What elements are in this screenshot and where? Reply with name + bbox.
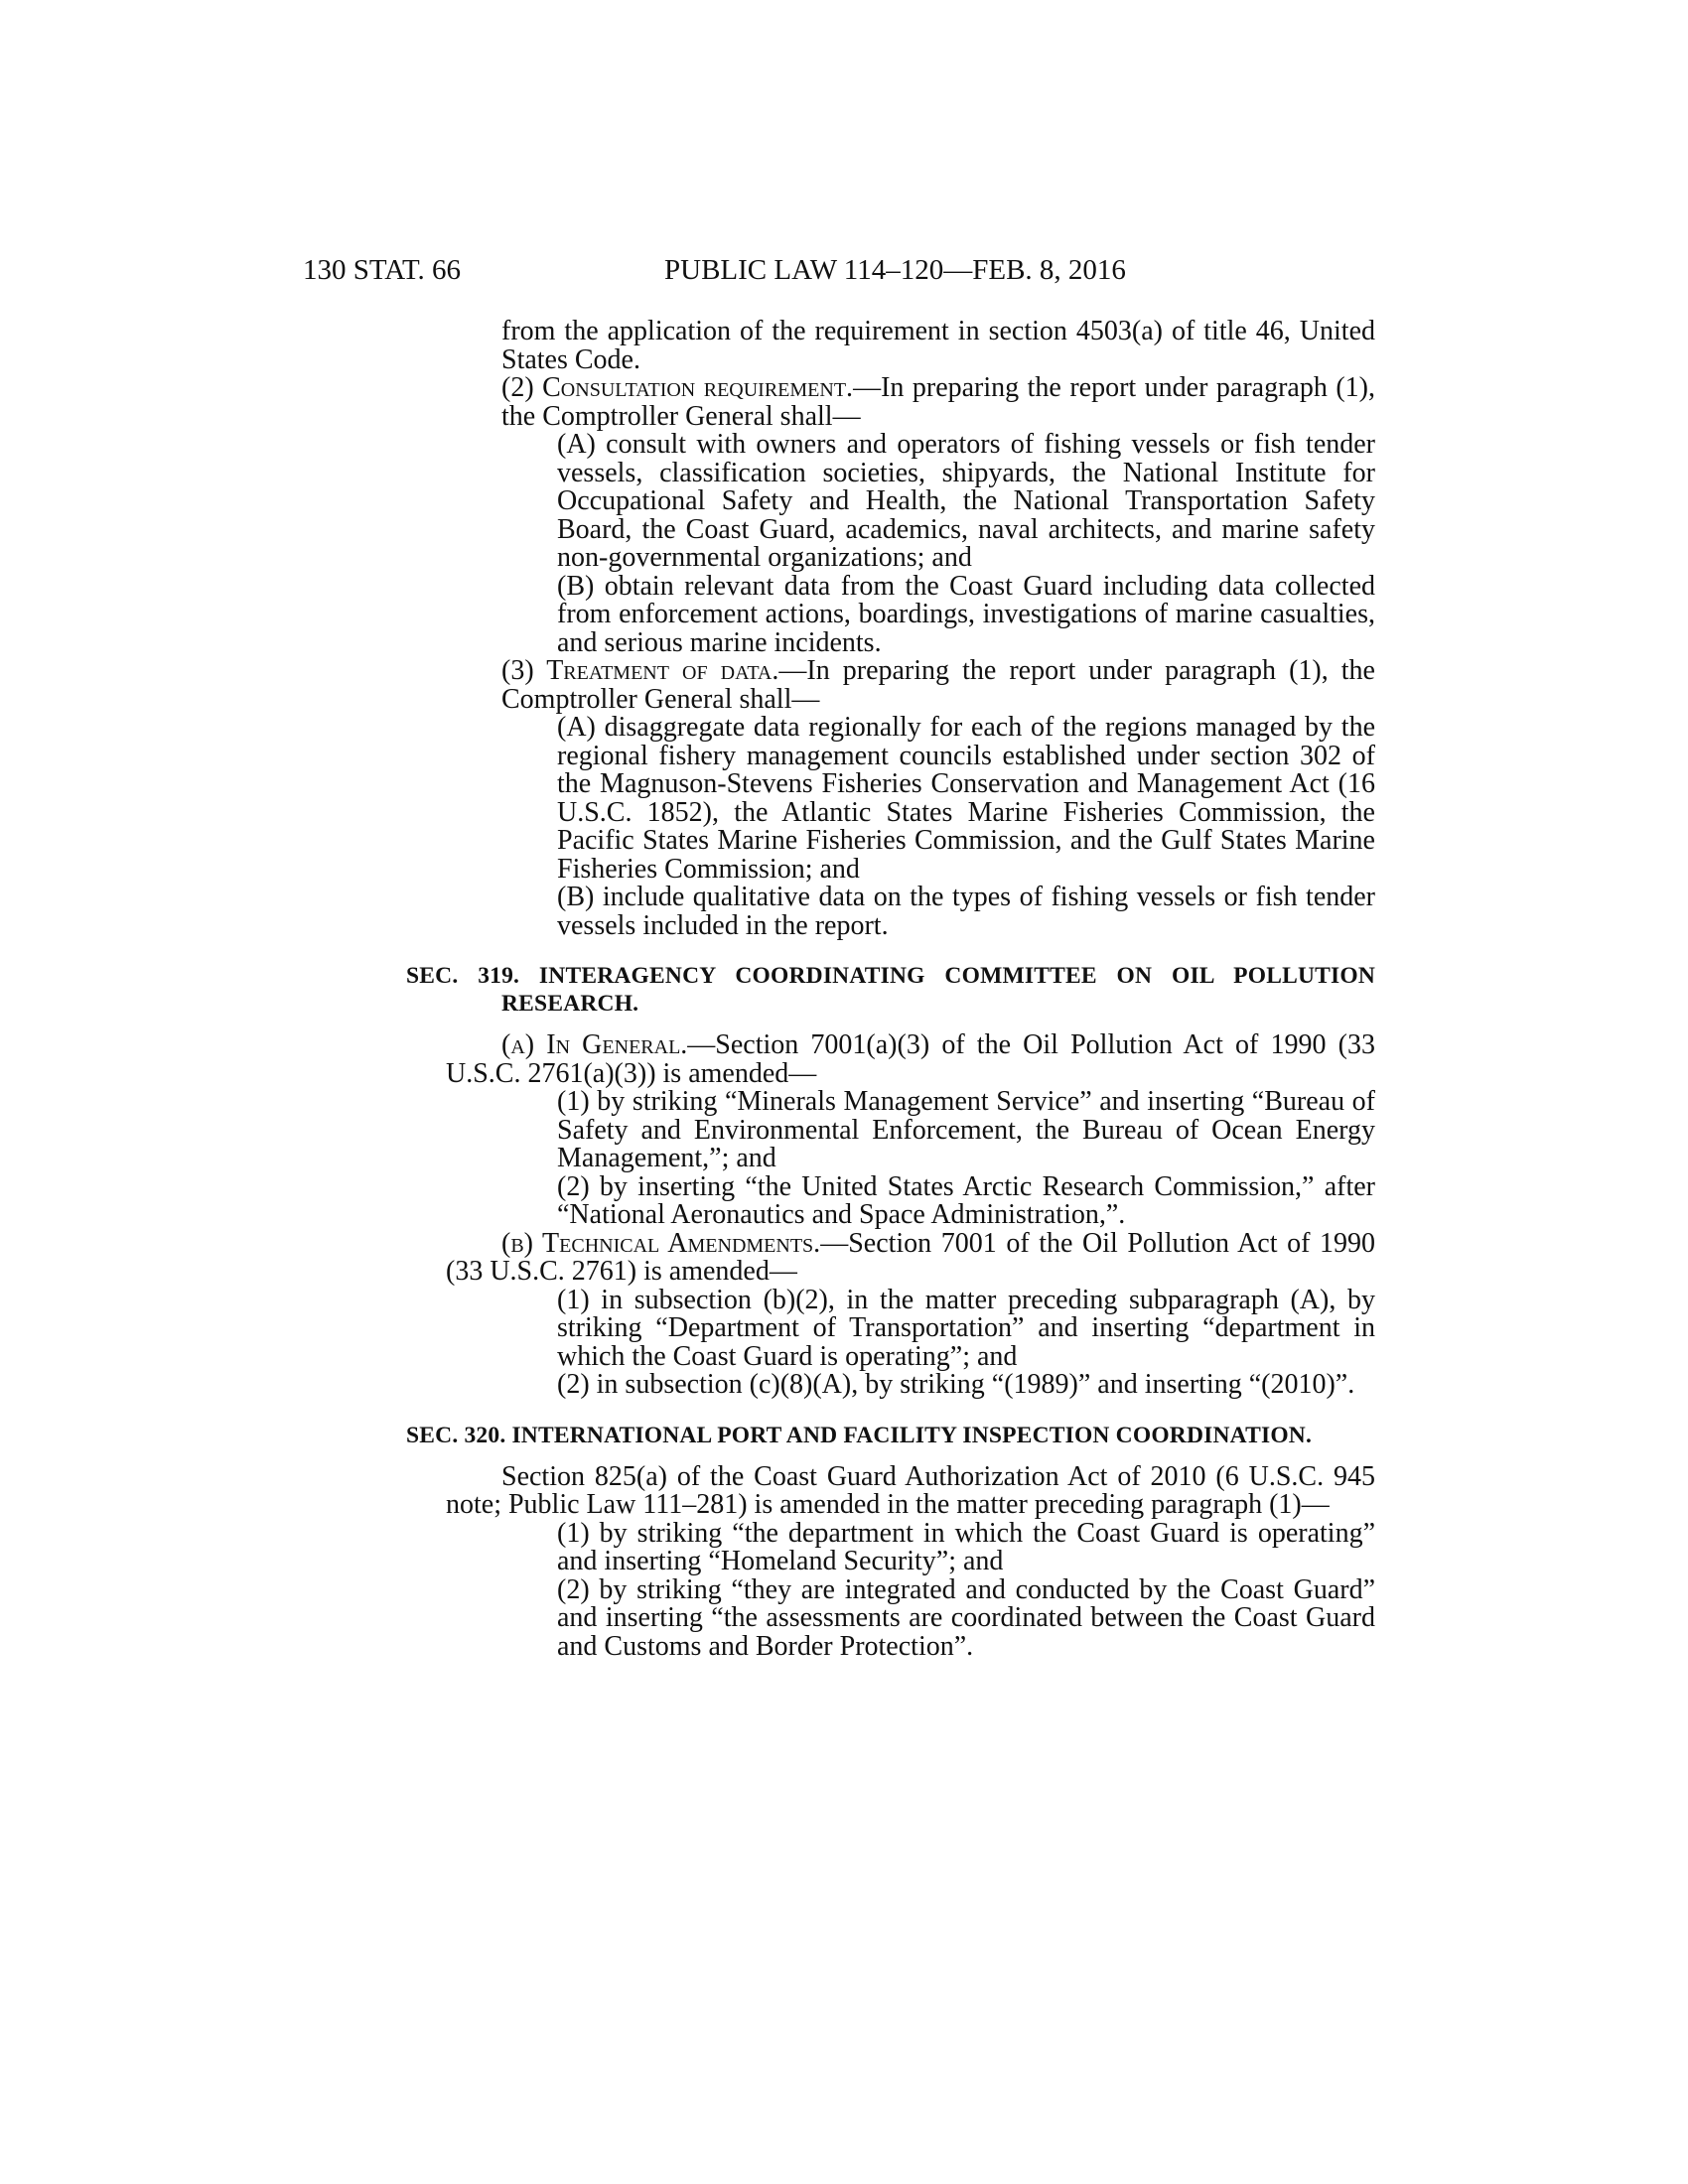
paragraph: (1) by striking “the department in which the Coast Guard is operating” and inserting “Homeland Security”; and	[557, 1517, 1375, 1576]
paragraph: (1) in subsection (b)(2), in the matter preceding subparagraph (A), by striking “Department of Transportation” and inserting “department in which the Coast Guard is operating”; and	[557, 1284, 1375, 1372]
subparagraph: (B) include qualitative data on the types of fishing vessels or fish tender vessels included in the report.	[557, 882, 1375, 941]
law-title: PUBLIC LAW 114–120—FEB. 8, 2016	[664, 254, 1126, 286]
section-intro	[446, 1460, 1375, 1520]
paragraph-text: —In preparing the report under paragraph (1), the Comptroller General shall—	[501, 372, 1375, 432]
paragraph-heading: (2) Consultation requirement.	[501, 372, 854, 403]
paragraph-treatment	[501, 657, 1375, 714]
subsection-a	[446, 1031, 1375, 1088]
page-number: 130 STAT. 66	[303, 254, 462, 286]
document-body	[406, 316, 1375, 1662]
subsection-heading: (b) Technical Amendments.	[501, 1227, 821, 1259]
subsection-b	[446, 1227, 1375, 1287]
paragraph-heading: (3) Treatment of data.	[501, 655, 779, 686]
paragraph: (2) in subsection (c)(8)(A), by striking “(1989)” and inserting “(2010)”.	[557, 1369, 1355, 1400]
subsection-text: —Section 7001 of the Oil Pollution Act of 1990 (33 U.S.C. 2761) is amended—	[446, 1227, 1375, 1287]
paragraph: (2) by inserting “the United States Arctic Research Commission,” after “National Aeronautics and Space Administration,”.	[557, 1170, 1375, 1230]
paragraph: from the application of the requirement in section 4503(a) of title 46, United States Code.	[501, 316, 1375, 375]
paragraph: (1) by striking “Minerals Management Service” and inserting “Bureau of Safety and Environmental Enforcement, the Bureau of Ocean Energy Management,”; and	[557, 1086, 1375, 1173]
subparagraph: (A) disaggregate data regionally for each of the regions managed by the regional fishery management councils established under section 302 of the Magnuson-Stevens Fisheries Conservation and Management Act (16 U.S.C. 1852), the Atlantic States Marine Fisheries Commission, the Pacific States Marine Fisheries Commission, and the Gulf States Marine Fisheries Commission; and	[557, 712, 1375, 885]
running-head	[303, 250, 1370, 290]
paragraph-text: —In preparing the report under paragraph (1), the Comptroller General shall—	[501, 655, 1375, 715]
subparagraph: (B) obtain relevant data from the Coast Guard including data collected from enforcement actions, boardings, investigations of marine casualties, and serious marine incidents.	[557, 570, 1375, 658]
paragraph-consultation	[501, 374, 1375, 431]
section-heading: SEC. 319. INTERAGENCY COORDINATING COMMITTEE ON OIL POLLUTION RESEARCH.	[406, 963, 1375, 1017]
section-heading: SEC. 320. INTERNATIONAL PORT AND FACILITY INSPECTION COORDINATION.	[406, 1422, 1313, 1448]
section-intro-text: Section 825(a) of the Coast Guard Authorization Act of 2010 (6 U.S.C. 945 note; Public Law 111–281) is amended in the matter preceding paragraph (1)—	[446, 1460, 1375, 1520]
paragraph: (2) by striking “they are integrated and conducted by the Coast Guard” and inserting “the assessments are coordinated between the Coast Guard and Customs and Border Protection”.	[557, 1573, 1375, 1662]
subsection-heading: (a) In General.	[501, 1029, 688, 1060]
subsection-text: —Section 7001(a)(3) of the Oil Pollution Act of 1990 (33 U.S.C. 2761(a)(3)) is amended—	[446, 1029, 1375, 1089]
subparagraph: (A) consult with owners and operators of fishing vessels or fish tender vessels, classification societies, shipyards, the National Institute for Occupational Safety and Health, the National Transportation Safety Board, the Coast Guard, academics, naval architects, and marine safety non-governmental organizations; and	[557, 429, 1375, 573]
